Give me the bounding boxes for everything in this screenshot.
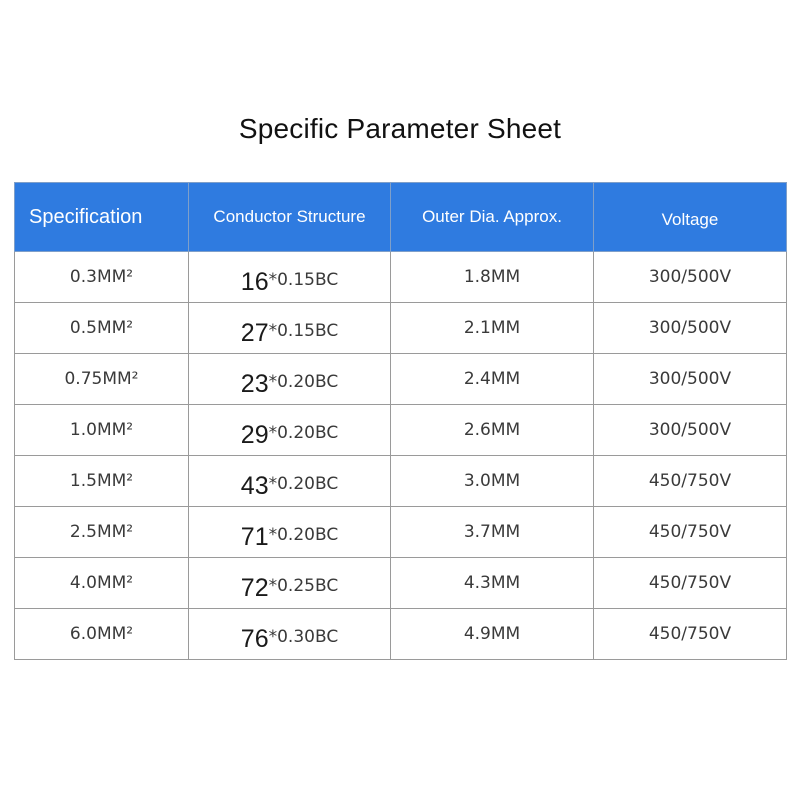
strand-count: 72 [240,573,269,602]
header-conductor-structure: Conductor Structure [189,183,391,252]
strand-detail: *0.20BC [268,524,339,545]
cell-voltage: 300/500V [594,354,787,405]
strand-count: 23 [240,369,269,398]
strand-count: 29 [240,420,269,449]
cell-conductor-structure [189,405,391,456]
table-row [15,558,787,609]
strand-count: 16 [240,267,269,296]
cell-specification: 2.5MM² [15,507,189,558]
cell-specification: 0.3MM² [15,252,189,303]
table-row [15,354,787,405]
header-row [15,183,787,252]
strand-count: 27 [240,318,269,347]
cell-conductor-structure [189,303,391,354]
strand-detail: *0.30BC [268,626,339,647]
strand-count: 71 [240,522,269,551]
cell-conductor-structure [189,252,391,303]
table-row [15,507,787,558]
header-specification: Specification [15,183,189,252]
strand-detail: *0.20BC [268,422,339,443]
table-row [15,609,787,660]
cell-outer-diameter: 4.9MM [391,609,594,660]
strand-count: 76 [240,624,269,653]
table-row [15,303,787,354]
cell-specification: 1.0MM² [15,405,189,456]
table-row [15,405,787,456]
cell-specification: 4.0MM² [15,558,189,609]
cell-outer-diameter: 1.8MM [391,252,594,303]
header-outer-diameter: Outer Dia. Approx. [391,183,594,252]
cell-voltage: 450/750V [594,456,787,507]
cell-conductor-structure [189,456,391,507]
cell-outer-diameter: 2.4MM [391,354,594,405]
cell-outer-diameter: 3.0MM [391,456,594,507]
cell-outer-diameter: 2.1MM [391,303,594,354]
table-header [15,183,787,252]
cell-voltage: 450/750V [594,507,787,558]
cell-conductor-structure [189,507,391,558]
strand-detail: *0.20BC [268,473,339,494]
table-row [15,456,787,507]
cell-specification: 0.75MM² [15,354,189,405]
page-title: Specific Parameter Sheet [238,113,562,144]
strand-detail: *0.15BC [268,320,339,341]
cell-voltage: 300/500V [594,252,787,303]
parameter-table [14,182,787,660]
cell-conductor-structure [189,558,391,609]
cell-conductor-structure [189,609,391,660]
strand-count: 43 [240,471,269,500]
cell-outer-diameter: 2.6MM [391,405,594,456]
cell-specification: 0.5MM² [15,303,189,354]
cell-outer-diameter: 3.7MM [391,507,594,558]
strand-detail: *0.25BC [268,575,339,596]
table-row [15,252,787,303]
header-voltage: Voltage [594,183,787,252]
cell-outer-diameter: 4.3MM [391,558,594,609]
cell-specification: 6.0MM² [15,609,189,660]
cell-voltage: 450/750V [594,558,787,609]
cell-voltage: 300/500V [594,405,787,456]
table-body [15,252,787,660]
cell-voltage: 300/500V [594,303,787,354]
cell-specification: 1.5MM² [15,456,189,507]
cell-conductor-structure [189,354,391,405]
strand-detail: *0.15BC [268,269,339,290]
cell-voltage: 450/750V [594,609,787,660]
strand-detail: *0.20BC [268,371,339,392]
